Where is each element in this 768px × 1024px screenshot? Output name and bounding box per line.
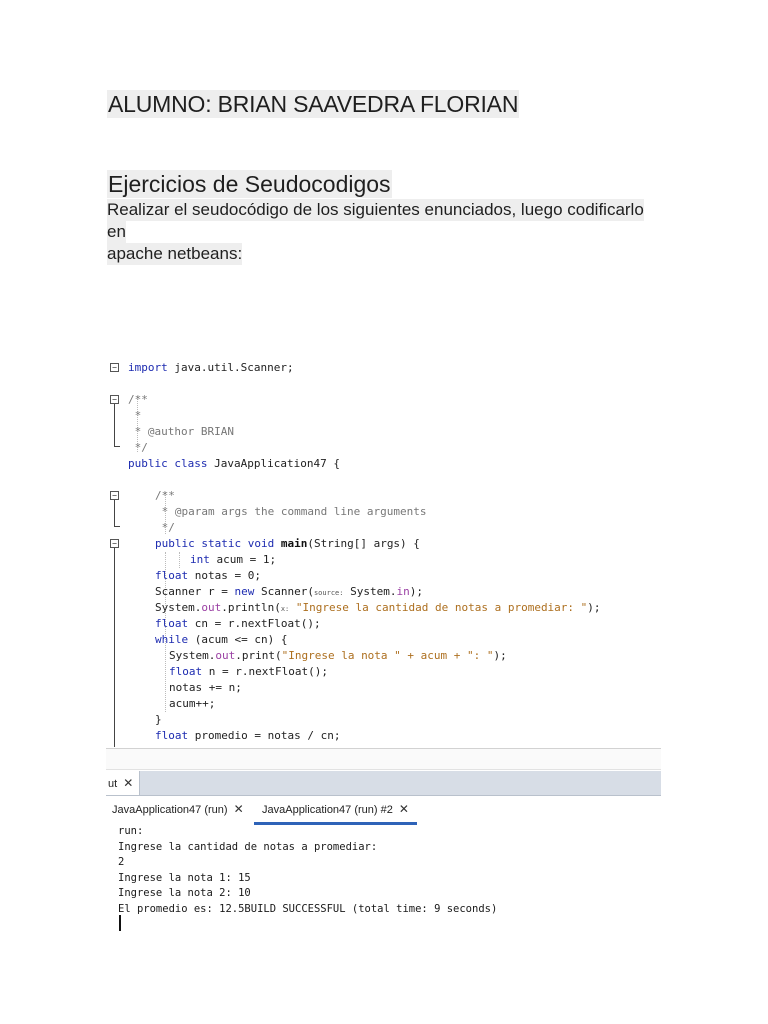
fold-guide-end bbox=[114, 446, 120, 447]
code-line: System.out.println(x: "Ingrese la cantidad de notas a promediar: "); bbox=[155, 601, 601, 614]
code-editor-screenshot bbox=[106, 352, 662, 747]
code-line: float n = r.nextFloat(); bbox=[169, 665, 328, 678]
close-icon[interactable]: ✕ bbox=[233, 802, 244, 816]
code-line: /** bbox=[155, 489, 175, 502]
run-tabs bbox=[106, 796, 661, 824]
editor-output-splitter bbox=[106, 748, 661, 770]
text-caret bbox=[119, 915, 121, 931]
code-line: * bbox=[128, 409, 142, 422]
code-line: * @author BRIAN bbox=[128, 425, 234, 438]
instructions-line-2: en bbox=[107, 222, 126, 241]
tab-run-1-label: JavaApplication47 (run) bbox=[112, 804, 228, 816]
console-line: El promedio es: 12.5BUILD SUCCESSFUL (total time: 9 seconds) bbox=[118, 902, 498, 915]
console-line: 2 bbox=[118, 856, 125, 868]
instructions-paragraph bbox=[107, 199, 667, 265]
output-panel-tabbar bbox=[106, 771, 661, 796]
code-line: * @param args the command line arguments bbox=[155, 505, 427, 518]
tab-run-2-label: JavaApplication47 (run) #2 bbox=[262, 804, 393, 816]
code-line: public static void main(String[] args) { bbox=[155, 537, 420, 550]
code-line: } bbox=[155, 713, 162, 726]
section-title: Ejercicios de Seudocodigos bbox=[108, 171, 391, 197]
fold-toggle-icon: − bbox=[110, 395, 119, 404]
output-panel-tab[interactable] bbox=[106, 771, 140, 795]
fold-toggle-icon: − bbox=[110, 491, 119, 500]
console-line: Ingrese la nota 2: 10 bbox=[118, 887, 251, 899]
code-line: System.out.print("Ingrese la nota " + acum + ": "); bbox=[169, 649, 507, 662]
student-name-heading: ALUMNO: BRIAN SAAVEDRA FLORIAN bbox=[108, 91, 519, 117]
code-line: notas += n; bbox=[169, 681, 242, 694]
fold-guide bbox=[114, 548, 115, 747]
instructions-line-3: apache netbeans: bbox=[107, 244, 243, 263]
code-line: acum++; bbox=[169, 697, 216, 710]
code-line: int acum = 1; bbox=[190, 553, 277, 566]
console-line: run: bbox=[118, 825, 144, 837]
fold-guide bbox=[114, 500, 115, 526]
code-line: public class JavaApplication47 { bbox=[128, 457, 340, 470]
console-line: Ingrese la cantidad de notas a promediar: bbox=[118, 840, 378, 853]
code-line: float cn = r.nextFloat(); bbox=[155, 617, 321, 630]
close-icon[interactable]: ✕ bbox=[398, 802, 409, 816]
code-line: /** bbox=[128, 393, 148, 406]
code-line: while (acum <= cn) { bbox=[155, 633, 288, 646]
output-panel-tab-label: ut bbox=[108, 778, 118, 790]
code-line: */ bbox=[128, 441, 148, 454]
console-output[interactable] bbox=[118, 824, 658, 917]
fold-guide-end bbox=[114, 526, 120, 527]
fold-toggle-icon: − bbox=[110, 363, 119, 372]
code-line: float notas = 0; bbox=[155, 569, 261, 582]
fold-toggle-icon: − bbox=[110, 539, 119, 548]
indent-guide bbox=[179, 552, 180, 568]
code-line: import java.util.Scanner; bbox=[128, 361, 294, 374]
fold-guide bbox=[114, 404, 115, 446]
code-line: float promedio = notas / cn; bbox=[155, 729, 341, 742]
instructions-line-1: Realizar el seudocódigo de los siguientes enunciados, luego codificarlo bbox=[107, 200, 644, 219]
console-line: Ingrese la nota 1: 15 bbox=[118, 871, 251, 884]
tab-run-1[interactable] bbox=[112, 796, 244, 822]
tab-run-2[interactable] bbox=[254, 796, 417, 825]
code-line: */ bbox=[155, 521, 175, 534]
code-line: Scanner r = new Scanner(source: System.in); bbox=[155, 585, 423, 598]
close-icon[interactable]: ✕ bbox=[123, 776, 134, 790]
